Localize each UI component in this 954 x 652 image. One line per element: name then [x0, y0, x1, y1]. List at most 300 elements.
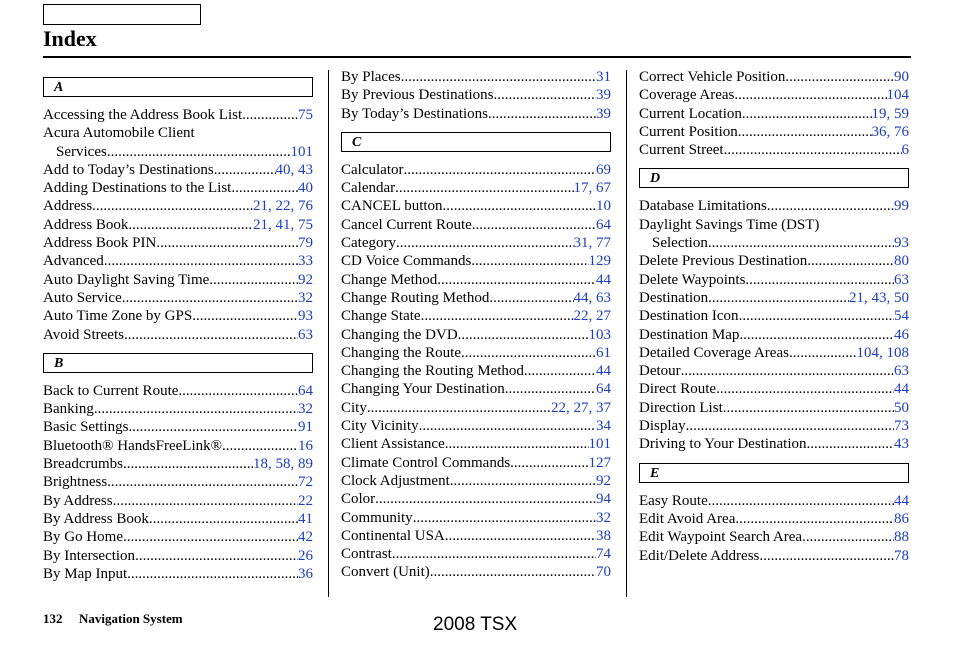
- page-reference-link[interactable]: 44: [894, 381, 909, 398]
- dot-leader: [128, 418, 298, 436]
- index-entry-text: Bluetooth® HandsFreeLink®: [43, 437, 223, 454]
- index-entry: [341, 344, 611, 362]
- dot-leader: [421, 307, 574, 325]
- index-entry: [639, 123, 909, 141]
- index-entry: [341, 179, 611, 197]
- page-reference-link[interactable]: 32: [298, 401, 313, 418]
- page-reference-link[interactable]: 63: [894, 271, 909, 288]
- index-entry: [43, 473, 313, 491]
- section-letter: A: [54, 80, 64, 95]
- index-entry: [639, 234, 909, 252]
- index-entry: [341, 161, 611, 179]
- dot-leader: [489, 289, 573, 307]
- index-entry-text: Driving to Your Destination: [639, 436, 807, 453]
- index-entry-text: Correct Vehicle Position: [639, 69, 786, 85]
- dot-leader: [107, 143, 291, 161]
- dot-leader: [745, 271, 894, 289]
- index-entry: [43, 289, 313, 307]
- page-reference-link[interactable]: 93: [298, 308, 313, 325]
- dot-leader: [403, 161, 596, 179]
- index-entry: [341, 417, 611, 435]
- index-entry: [639, 435, 909, 453]
- dot-leader: [789, 344, 857, 362]
- index-entry-text: Current Location: [639, 105, 742, 122]
- page-reference-link[interactable]: 70: [596, 564, 611, 581]
- page-reference-link[interactable]: 104, 108: [856, 344, 909, 361]
- index-column-2: [341, 68, 611, 582]
- index-entry-text: Breadcrumbs: [43, 456, 123, 473]
- dot-leader: [716, 380, 894, 398]
- page-reference-link[interactable]: 129: [588, 253, 611, 270]
- page-reference-link[interactable]: 6: [901, 142, 909, 159]
- page-reference-link[interactable]: 63: [298, 326, 313, 343]
- page-reference-link[interactable]: 73: [894, 418, 909, 435]
- dot-leader: [419, 417, 596, 435]
- dot-leader: [413, 509, 596, 527]
- index-entry-text: Basic Settings: [43, 419, 129, 436]
- page-reference-link[interactable]: 39: [596, 87, 611, 104]
- index-entry-text: Convert (Unit): [341, 564, 430, 581]
- page-reference-link[interactable]: 74: [596, 546, 611, 563]
- section-header-d: [639, 168, 909, 188]
- page-reference-link[interactable]: 75: [298, 107, 313, 123]
- index-entry-text: Daylight Savings Time (DST): [639, 216, 820, 233]
- dot-leader: [214, 161, 276, 179]
- index-entry: [43, 528, 313, 546]
- dot-leader: [122, 289, 298, 307]
- dot-leader: [375, 490, 596, 508]
- page-reference-link[interactable]: 43: [894, 436, 909, 453]
- page-title: Index: [43, 26, 97, 51]
- page-reference-link[interactable]: 38: [596, 527, 611, 544]
- dot-leader: [708, 492, 894, 510]
- index-entry-text: Address Book: [43, 216, 129, 233]
- page-reference-link[interactable]: 63: [894, 363, 909, 380]
- index-entry: [341, 234, 611, 252]
- index-entry: [341, 289, 611, 307]
- dot-leader: [128, 216, 253, 234]
- index-entry: [43, 547, 313, 565]
- index-entry-text: Category: [341, 235, 396, 252]
- dot-leader: [437, 271, 596, 289]
- index-entry: [639, 547, 909, 565]
- index-entry: [639, 399, 909, 417]
- index-entry-text: Accessing the Address Book List: [43, 107, 243, 123]
- index-entry-text: Avoid Streets: [43, 326, 124, 343]
- page-reference-link[interactable]: 91: [298, 419, 313, 436]
- index-entry-text: Acura Automobile Client: [43, 125, 195, 142]
- page-reference-link[interactable]: 54: [894, 308, 909, 325]
- index-entry-text: Continental USA: [341, 527, 445, 544]
- index-entry: [43, 492, 313, 510]
- dot-leader: [92, 197, 253, 215]
- index-entry: [43, 234, 313, 252]
- page-reference-link[interactable]: 64: [596, 216, 611, 233]
- index-entry: [43, 216, 313, 234]
- page-reference-link[interactable]: 17, 67: [573, 180, 611, 197]
- dot-leader: [209, 271, 298, 289]
- index-entry-text: Edit Waypoint Search Area: [639, 529, 803, 546]
- dot-leader: [124, 326, 298, 344]
- index-entry-text: Destination Map: [639, 326, 740, 343]
- column-divider: [328, 70, 329, 597]
- dot-leader: [123, 528, 298, 546]
- index-entry-text: Climate Control Commands: [341, 454, 511, 471]
- footer-section-label: Navigation System: [79, 611, 183, 626]
- index-entry-text: Banking: [43, 401, 94, 418]
- index-entry-text: City Vicinity: [341, 418, 419, 435]
- page-reference-link[interactable]: 94: [596, 491, 611, 508]
- index-entry: [639, 344, 909, 362]
- dot-leader: [807, 435, 894, 453]
- page-reference-link[interactable]: 103: [588, 326, 611, 343]
- page-reference-link[interactable]: 101: [290, 143, 313, 160]
- index-entry-text: By Address: [43, 492, 113, 509]
- index-entry-text: Calendar: [341, 180, 396, 197]
- index-entry: [341, 86, 611, 104]
- page-reference-link[interactable]: 80: [894, 253, 909, 270]
- index-entry-text: Database Limitations: [639, 198, 767, 215]
- index-entry: [43, 252, 313, 270]
- page-reference-link[interactable]: 104: [886, 87, 909, 104]
- index-column-1: [43, 68, 313, 583]
- dot-leader: [94, 400, 298, 418]
- page-reference-link[interactable]: 64: [596, 381, 611, 398]
- page-reference-link[interactable]: 21, 43, 50: [849, 289, 909, 306]
- index-entry-text: Easy Route: [639, 492, 708, 509]
- dot-leader: [724, 141, 902, 159]
- index-entry-text: By Intersection: [43, 547, 136, 564]
- index-entry-text: Delete Waypoints: [639, 271, 746, 288]
- dot-leader: [222, 437, 298, 455]
- index-entry: [341, 563, 611, 581]
- page-reference-link[interactable]: 42: [298, 529, 313, 546]
- index-entry-text: Client Assistance: [341, 436, 445, 453]
- index-entry: [43, 455, 313, 473]
- index-entry: [639, 141, 909, 159]
- index-entry: [341, 326, 611, 344]
- page-reference-link[interactable]: 78: [894, 547, 909, 564]
- index-entry-text: Add to Today’s Destinations: [43, 161, 214, 178]
- index-entry: [43, 124, 313, 142]
- index-column-3: [639, 68, 909, 565]
- index-entry: [341, 380, 611, 398]
- dot-leader: [494, 86, 597, 104]
- index-entry: [341, 307, 611, 325]
- index-entry: [341, 435, 611, 453]
- dot-leader: [242, 106, 298, 124]
- index-entry: [639, 307, 909, 325]
- page-reference-link[interactable]: 99: [894, 198, 909, 215]
- page-reference-link[interactable]: 44: [596, 271, 611, 288]
- index-entry: [639, 492, 909, 510]
- page-reference-link[interactable]: 26: [298, 547, 313, 564]
- index-entry: [43, 307, 313, 325]
- page-reference-link[interactable]: 34: [596, 418, 611, 435]
- page-reference-link[interactable]: 31: [596, 69, 611, 85]
- index-entry: [43, 326, 313, 344]
- dot-leader: [123, 455, 253, 473]
- index-entry-text: Color: [341, 491, 376, 508]
- dot-leader: [767, 197, 894, 215]
- index-entry-text: City: [341, 399, 367, 416]
- section-header-c: [341, 132, 611, 152]
- page-reference-link[interactable]: 32: [596, 509, 611, 526]
- page-reference-link[interactable]: 79: [298, 235, 313, 252]
- dot-leader: [488, 105, 596, 123]
- index-entry-text: Detour: [639, 363, 681, 380]
- page-reference-link[interactable]: 72: [298, 474, 313, 491]
- dot-leader: [735, 510, 894, 528]
- dot-leader: [734, 86, 886, 104]
- index-entry: [341, 105, 611, 123]
- dot-leader: [807, 252, 894, 270]
- page-reference-link[interactable]: 40: [298, 180, 313, 197]
- index-entry: [43, 179, 313, 197]
- index-entry: [43, 565, 313, 583]
- page-reference-link[interactable]: 40, 43: [275, 161, 313, 178]
- index-entry: [341, 454, 611, 472]
- section-header-e: [639, 463, 909, 483]
- index-entry-text: Edit/Delete Address: [639, 547, 760, 564]
- index-entry-text: Change State: [341, 308, 421, 325]
- dot-leader: [367, 399, 551, 417]
- page-reference-link[interactable]: 50: [894, 399, 909, 416]
- dot-leader: [231, 179, 298, 197]
- index-entry: [639, 216, 909, 234]
- index-entry: [43, 143, 313, 161]
- page-reference-link[interactable]: 41: [298, 510, 313, 527]
- dot-leader: [471, 252, 588, 270]
- index-entry: [341, 271, 611, 289]
- index-entry-text: CD Voice Commands: [341, 253, 472, 270]
- page-reference-link[interactable]: 36, 76: [871, 123, 909, 140]
- page-number: 132: [43, 611, 63, 626]
- index-entry-text: By Address Book: [43, 510, 149, 527]
- page-reference-link[interactable]: 69: [596, 161, 611, 178]
- index-entry-text: Edit Avoid Area: [639, 510, 736, 527]
- page-reference-link[interactable]: 44, 63: [573, 289, 611, 306]
- section-header-b: [43, 353, 313, 373]
- dot-leader: [178, 382, 298, 400]
- dot-leader: [450, 472, 596, 490]
- section-letter: D: [650, 171, 661, 187]
- page-reference-link[interactable]: 64: [298, 382, 313, 399]
- index-entry-text: Destination Icon: [639, 308, 739, 325]
- index-entry-text: Auto Daylight Saving Time: [43, 271, 210, 288]
- index-entry-text: Current Position: [639, 123, 738, 140]
- dot-leader: [430, 563, 596, 581]
- page-reference-link[interactable]: 44: [596, 363, 611, 380]
- page-reference-link[interactable]: 18, 58, 89: [253, 456, 313, 473]
- index-entry: [639, 417, 909, 435]
- index-entry-text: Direct Route: [639, 381, 717, 398]
- dot-leader: [104, 252, 298, 270]
- page-reference-link[interactable]: 44: [894, 492, 909, 509]
- index-entry-text: By Map Input: [43, 565, 128, 582]
- page-reference-link[interactable]: 21, 22, 76: [253, 198, 313, 215]
- dot-leader: [458, 326, 589, 344]
- dot-leader: [708, 234, 894, 252]
- index-entry: [341, 197, 611, 215]
- index-entry-text: Display: [639, 418, 686, 435]
- index-entry-text: Back to Current Route: [43, 382, 179, 399]
- dot-leader: [738, 123, 872, 141]
- column-divider: [626, 70, 627, 597]
- dot-leader: [445, 435, 589, 453]
- index-entry: [43, 400, 313, 418]
- section-letter: C: [352, 134, 362, 150]
- dot-leader: [505, 380, 596, 398]
- page-reference-link[interactable]: 86: [894, 510, 909, 527]
- index-entry: [43, 161, 313, 179]
- index-entry-text: Clock Adjustment: [341, 472, 450, 489]
- index-entry: [341, 509, 611, 527]
- index-entry: [341, 362, 611, 380]
- dot-leader: [472, 216, 596, 234]
- dot-leader: [135, 547, 298, 565]
- index-entry-text: Delete Previous Destination: [639, 253, 808, 270]
- index-entry: [341, 545, 611, 563]
- page-reference-link[interactable]: 33: [298, 253, 313, 270]
- dot-leader: [461, 344, 596, 362]
- section-letter: B: [54, 355, 64, 371]
- dot-leader: [149, 510, 298, 528]
- page-reference-link[interactable]: 61: [596, 344, 611, 361]
- index-entry: [639, 271, 909, 289]
- index-entry-text: Change Method: [341, 271, 438, 288]
- index-entry: [43, 271, 313, 289]
- page-reference-link[interactable]: 39: [596, 105, 611, 122]
- index-entry: [43, 418, 313, 436]
- index-entry: [639, 528, 909, 546]
- index-entry: [639, 197, 909, 215]
- page-reference-link[interactable]: 36: [298, 565, 313, 582]
- index-entry-text: By Previous Destinations: [341, 87, 494, 104]
- page-reference-link[interactable]: 88: [894, 529, 909, 546]
- page-reference-link[interactable]: 92: [298, 271, 313, 288]
- page-reference-link[interactable]: 10: [596, 198, 611, 215]
- page-reference-link[interactable]: 46: [894, 326, 909, 343]
- index-entry: [43, 197, 313, 215]
- index-entry: [341, 490, 611, 508]
- index-entry-text: Changing the DVD: [341, 326, 458, 343]
- index-entry-text: By Today’s Destinations: [341, 105, 489, 122]
- index-entry: [639, 68, 909, 86]
- index-entry: [639, 252, 909, 270]
- page-reference-link[interactable]: 90: [894, 69, 909, 85]
- dot-leader: [739, 326, 894, 344]
- dot-leader: [708, 289, 849, 307]
- page-reference-link[interactable]: 22, 27: [573, 308, 611, 325]
- dot-leader: [759, 547, 894, 565]
- dot-leader: [785, 68, 894, 86]
- index-entry: [341, 527, 611, 545]
- dot-leader: [739, 307, 894, 325]
- dot-leader: [681, 362, 894, 380]
- page-reference-link[interactable]: 21, 41, 75: [253, 216, 313, 233]
- page-reference-link[interactable]: 16: [298, 437, 313, 454]
- index-entry-text: Direction List: [639, 399, 723, 416]
- index-entry: [639, 362, 909, 380]
- index-entry: [43, 382, 313, 400]
- index-entry-text: Changing Your Destination: [341, 381, 505, 398]
- index-entry-text: Detailed Coverage Areas: [639, 344, 789, 361]
- page-reference-link[interactable]: 92: [596, 472, 611, 489]
- dot-leader: [686, 417, 894, 435]
- dot-leader: [723, 399, 894, 417]
- title-rule: [43, 56, 911, 58]
- header-tab-box: [43, 4, 201, 25]
- dot-leader: [156, 234, 298, 252]
- index-entry: [639, 86, 909, 104]
- index-entry: [341, 399, 611, 417]
- page-reference-link[interactable]: 32: [298, 289, 313, 306]
- dot-leader: [392, 545, 596, 563]
- section-header-a: [43, 77, 313, 97]
- index-entry-text: Adding Destinations to the List: [43, 180, 232, 197]
- index-entry-text: By Go Home: [43, 529, 123, 546]
- index-entry: [341, 68, 611, 86]
- index-entry-text: Advanced: [43, 253, 104, 270]
- dot-leader: [192, 307, 298, 325]
- page-reference-link[interactable]: 22, 27, 37: [551, 399, 611, 416]
- dot-leader: [802, 528, 894, 546]
- dot-leader: [127, 565, 298, 583]
- dot-leader: [395, 179, 573, 197]
- index-entry-text: Change Routing Method: [341, 289, 490, 306]
- index-entry-text: Auto Service: [43, 289, 122, 306]
- index-entry: [639, 289, 909, 307]
- index-entry-text: Calculator: [341, 161, 404, 178]
- index-entry-text: Current Street: [639, 142, 724, 159]
- index-entry-text: Changing the Route: [341, 344, 461, 361]
- index-entry: [639, 105, 909, 123]
- section-letter: E: [650, 465, 660, 481]
- dot-leader: [107, 473, 298, 491]
- dot-leader: [445, 527, 596, 545]
- page-reference-link[interactable]: 127: [588, 454, 611, 471]
- index-entry: [639, 380, 909, 398]
- index-entry: [341, 472, 611, 490]
- page-reference-link[interactable]: 22: [298, 492, 313, 509]
- index-entry: [639, 510, 909, 528]
- index-entry-text: Selection: [652, 235, 708, 252]
- dot-leader: [742, 105, 872, 123]
- dot-leader: [396, 234, 574, 252]
- index-entry: [43, 106, 313, 124]
- dot-leader: [401, 68, 596, 86]
- index-entry-text: Auto Time Zone by GPS: [43, 308, 193, 325]
- page-reference-link[interactable]: 31, 77: [573, 235, 611, 252]
- dot-leader: [510, 454, 588, 472]
- page-reference-link[interactable]: 101: [588, 436, 611, 453]
- index-entry: [341, 216, 611, 234]
- index-entry: [639, 326, 909, 344]
- index-entry: [43, 437, 313, 455]
- page-reference-link[interactable]: 19, 59: [871, 105, 909, 122]
- index-entry-text: Community: [341, 509, 413, 526]
- page-reference-link[interactable]: 93: [894, 235, 909, 252]
- dot-leader: [524, 362, 596, 380]
- index-entry: [341, 252, 611, 270]
- index-entry-text: Contrast: [341, 546, 392, 563]
- index-entry-text: Coverage Areas: [639, 87, 735, 104]
- index-entry-text: By Places: [341, 69, 401, 85]
- index-entry-text: Brightness: [43, 474, 108, 491]
- index-entry: [43, 510, 313, 528]
- dot-leader: [443, 197, 596, 215]
